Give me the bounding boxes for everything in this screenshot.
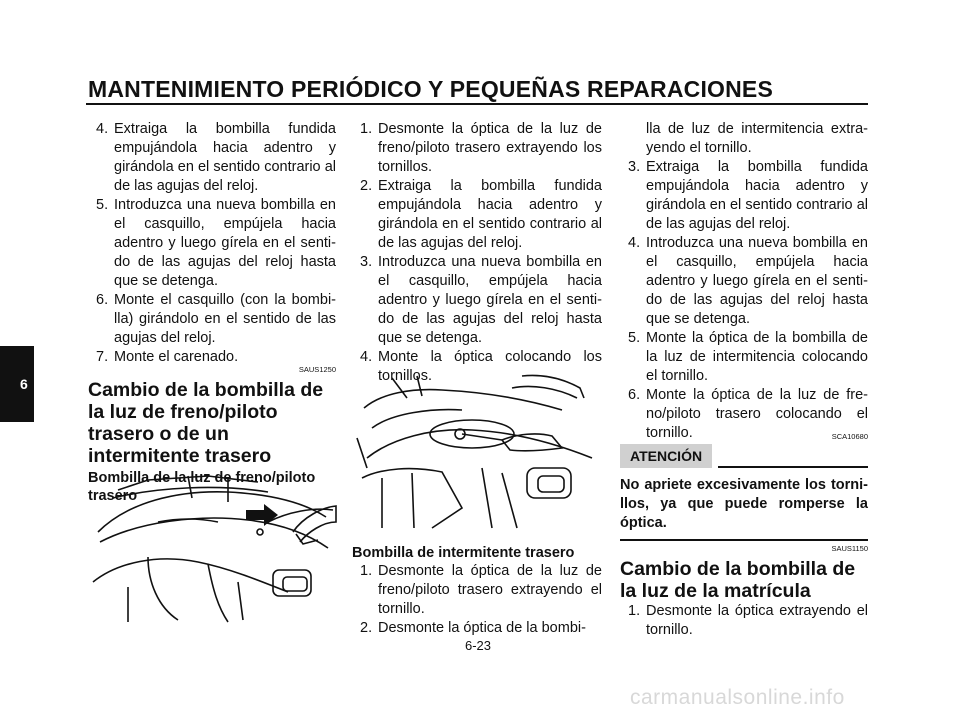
list-item: 4. Extraiga la bombilla fundida empujándola hacia adentro y girándola en el sentido contrario al de las agujas del reloj.: [96, 121, 336, 194]
page-number: 6-23: [465, 638, 492, 653]
chapter-tab-number: 6: [20, 376, 28, 392]
list-item: 3. Introduzca una nueva bombilla en el casquillo, empújela hacia adentro y luego gírela en el senti-do de las agujas del reloj hasta que se detenga.: [360, 254, 602, 346]
reference-code: SAUS1250: [298, 365, 336, 374]
list-item: 5. Introduzca una nueva bombilla en el casquillo, empújela hacia adentro y luego gírela en el senti-do de las agujas del reloj hasta que se detenga.: [96, 197, 336, 289]
list-item: 4. Monte la óptica colocando los tornillos.: [360, 349, 602, 384]
list-item: 1. Desmonte la óptica de la luz de freno/piloto trasero extrayendo los tornillos.: [360, 121, 602, 175]
list-item: 1. Desmonte la óptica extrayendo el tornillo.: [628, 603, 868, 638]
caution-rule: [718, 466, 868, 468]
list-item: 2. Extraiga la bombilla fundida empujándola hacia adentro y girándola en el sentido contrario al de las agujas del reloj.: [360, 178, 602, 251]
subsection-title: Bombilla de intermitente trasero: [352, 545, 575, 561]
header-rule: [86, 103, 868, 105]
subsection-title: Bombilla de la luz de freno/piloto trasero: [88, 470, 316, 504]
column-2: [352, 120, 602, 386]
list-item: 6. Monte la óptica de la luz de fre-no/piloto trasero colocando el tornillo.: [628, 387, 868, 441]
list-item: 6. Monte el casquillo (con la bombi-lla) girándolo en el sentido de las agujas del reloj.: [96, 292, 336, 346]
list-item-continuation: lla de luz de intermitencia extra-yendo el tornillo.: [646, 121, 868, 156]
list-item: 2. Desmonte la óptica de la bombi-: [360, 620, 586, 636]
column-3-lower: [620, 558, 868, 640]
column-3: [620, 120, 868, 443]
tail-light-illustration: [88, 462, 338, 624]
chapter-tab: [0, 346, 34, 422]
list-item: 7. Monte el carenado.: [96, 349, 239, 365]
list-item: 1. Desmonte la óptica de la luz de freno/piloto trasero extrayendo el tornillo.: [360, 563, 602, 617]
section-title: Cambio de la bombilla de la luz de la matrícula: [620, 558, 856, 602]
caution-text: No apriete excesivamente los torni-llos, ya que puede romperse la óptica.: [620, 477, 868, 531]
column-2-lower: [352, 544, 602, 638]
section-title: Cambio de la bombilla de la luz de freno/piloto trasero o de un intermitente trasero: [88, 379, 324, 467]
list-item: 4. Introduzca una nueva bombilla en el casquillo, empújela hacia adentro y luego gírela en el senti-do de las agujas del reloj hasta que se detenga.: [628, 235, 868, 327]
turn-signal-illustration: [352, 368, 602, 538]
caution-box: [620, 444, 868, 541]
reference-code: SCA10680: [831, 432, 868, 441]
page-header-title: MANTENIMIENTO PERIÓDICO Y PEQUEÑAS REPARACIONES: [88, 76, 774, 102]
watermark: carmanualsonline.info: [630, 686, 845, 709]
reference-code: SAUS1150: [831, 544, 868, 553]
column-1: [88, 120, 336, 505]
caution-badge: ATENCIÓN: [620, 444, 712, 468]
list-item: 3. Extraiga la bombilla fundida empujándola hacia adentro y girándola en el sentido contrario al de las agujas del reloj.: [628, 159, 868, 232]
caution-bottom-rule: [620, 539, 868, 541]
list-item: 5. Monte la óptica de la bombilla de la luz de intermitencia colocando el tornillo.: [628, 330, 868, 384]
